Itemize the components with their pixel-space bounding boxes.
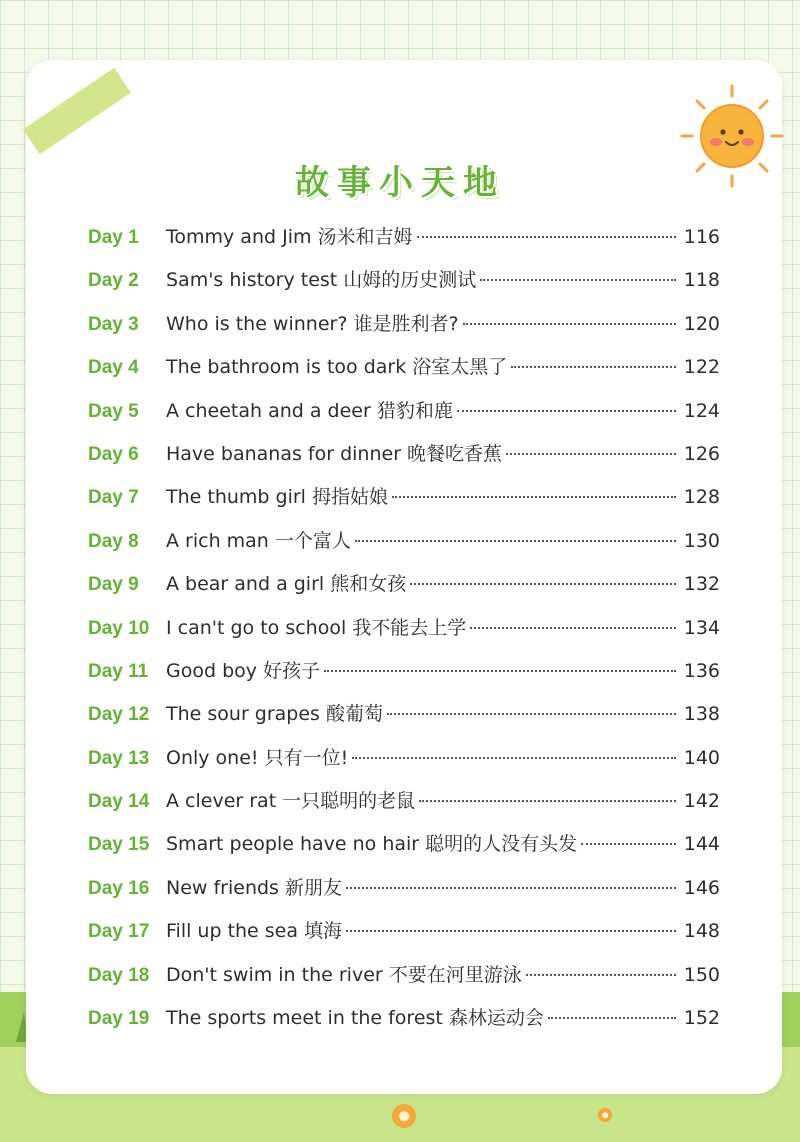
page-number: 140 [683,746,720,769]
page-number: 120 [683,312,720,335]
page-number: 146 [683,876,720,899]
day-label: Day 15 [88,834,150,856]
day-label: Day 4 [88,357,139,379]
page-number: 144 [683,833,720,856]
toc-row[interactable] [88,396,720,439]
day-label: Day 19 [88,1008,150,1030]
page-number: 126 [683,442,720,465]
day-label: Day 7 [88,487,139,509]
toc-row[interactable] [88,222,720,265]
story-title: Fill up the sea 填海 [166,920,343,943]
dot-leader [346,887,676,889]
toc-row[interactable] [88,829,720,872]
day-label: Day 1 [88,227,139,248]
day-label: Day 3 [88,313,139,335]
toc-row[interactable] [88,656,720,699]
day-label: Day 17 [88,921,150,943]
toc-row[interactable] [88,916,720,959]
page-number: 134 [683,616,720,639]
toc-row[interactable] [88,352,720,395]
day-label: Day 6 [88,443,139,465]
day-label: Day 2 [88,270,139,292]
story-title: Smart people have no hair 聪明的人没有头发 [166,833,578,856]
table-of-contents [88,222,720,1046]
page-number: 128 [683,486,720,509]
toc-row[interactable] [88,309,720,352]
story-title: I can't go to school 我不能去上学 [166,616,467,639]
dot-leader [324,670,676,672]
toc-row[interactable] [88,873,720,916]
page-number: 130 [683,529,720,552]
day-label: Day 13 [88,747,150,769]
day-label: Day 16 [88,877,150,899]
page-number: 118 [683,269,720,292]
story-title: Don't swim in the river 不要在河里游泳 [166,963,522,986]
toc-row[interactable] [88,439,720,482]
page-number: 136 [683,659,720,682]
story-title: A bear and a girl 熊和女孩 [166,573,407,596]
story-title: New friends 新朋友 [166,876,342,899]
story-title: Sam's history test 山姆的历史测试 [166,269,477,292]
toc-row[interactable] [88,786,720,829]
toc-row[interactable] [88,743,720,786]
toc-row[interactable] [88,1003,720,1046]
dot-leader [581,843,676,845]
toc-row[interactable] [88,265,720,308]
story-title: The sour grapes 酸葡萄 [166,703,383,726]
page-number: 152 [683,1007,720,1030]
toc-row[interactable] [88,960,720,1003]
story-title: The sports meet in the forest 森林运动会 [166,1007,544,1030]
dot-leader [463,323,676,325]
toc-row[interactable] [88,699,720,742]
story-title: Have bananas for dinner 晚餐吃香蕉 [166,442,503,465]
day-label: Day 18 [88,964,150,986]
flower-icon [598,1108,612,1122]
day-label: Day 11 [88,660,149,682]
story-title: A cheetah and a deer 猎豹和鹿 [166,399,453,422]
flower-icon [392,1104,416,1128]
dot-leader [470,627,676,629]
day-label: Day 9 [88,574,139,596]
dot-leader [511,366,676,368]
toc-row[interactable] [88,526,720,569]
page-number: 150 [683,963,720,986]
day-label: Day 14 [88,791,150,813]
story-title: Only one! 只有一位! [166,746,349,769]
story-title: The thumb girl 拇指姑娘 [166,486,388,509]
day-label: Day 12 [88,704,150,726]
dot-leader [355,540,676,542]
dot-leader [506,453,676,455]
page-number: 148 [683,920,720,943]
page-title: 故事小天地 [295,163,505,203]
page-number: 124 [683,399,720,422]
page-number: 116 [683,226,720,248]
day-label: Day 8 [88,530,139,552]
toc-row[interactable] [88,613,720,656]
page-number: 132 [683,573,720,596]
dot-leader [417,236,676,238]
dot-leader [457,410,676,412]
dot-leader [526,974,676,976]
dot-leader [419,800,676,802]
story-title: Good boy 好孩子 [166,659,321,682]
day-label: Day 10 [88,617,150,639]
toc-row[interactable] [88,482,720,525]
dot-leader [548,1017,676,1019]
story-title: The bathroom is too dark 浴室太黑了 [166,356,508,379]
dot-leader [387,713,676,715]
dot-leader [480,279,676,281]
dot-leader [352,757,676,759]
dot-leader [346,930,676,932]
story-title: A clever rat 一只聪明的老鼠 [166,790,416,813]
dot-leader [410,583,676,585]
day-label: Day 5 [88,400,139,422]
dot-leader [392,496,676,498]
story-title: A rich man 一个富人 [166,529,351,552]
page-number: 122 [683,356,720,379]
page-number: 142 [683,790,720,813]
page-number: 138 [683,703,720,726]
story-title: Who is the winner? 谁是胜利者? [166,312,459,335]
toc-row[interactable] [88,569,720,612]
story-title: Tommy and Jim 汤米和吉姆 [166,226,413,248]
